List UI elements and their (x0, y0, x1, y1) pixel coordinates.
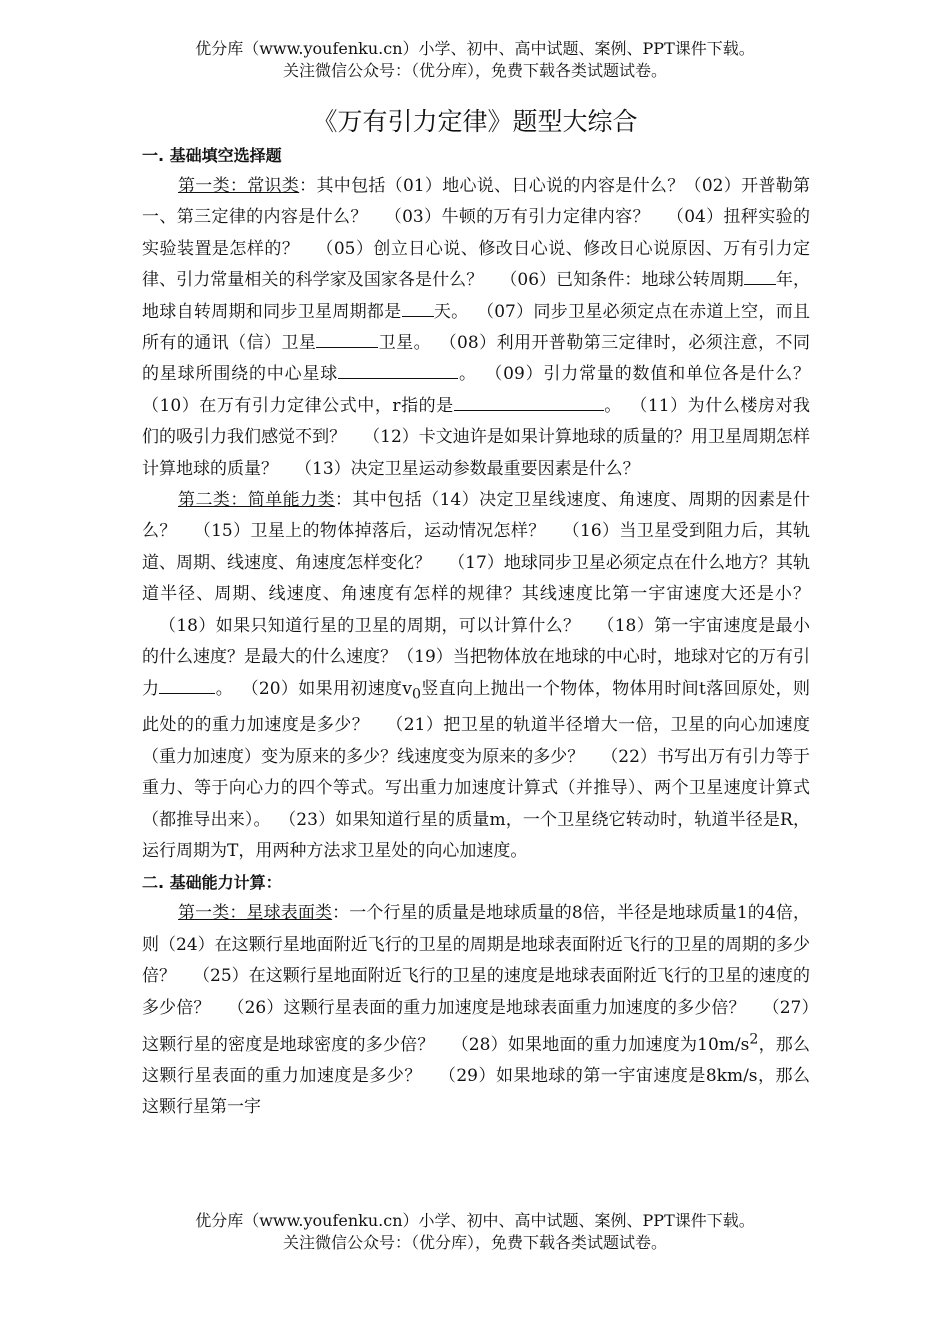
question-03: （03）牛顿的万有引力定律内容？ (384, 207, 650, 228)
question-29: （29）如果地球的第一宇宙速度是8km/s，那么这颗行星第一宇 (142, 1066, 811, 1118)
superscript: 2 (749, 1030, 759, 1047)
question-06: （06）已知条件：地球公转周期 年，地球自转周期和同步卫星周期都是 天。 (142, 270, 810, 321)
question-24: ：一个行星的质量是地球质量的8倍，半径是地球质量1的4倍，则（24）在这颗行星地面附近飞行的卫星的周期是地球表面附近飞行的卫星的周期的多少倍？ (142, 903, 810, 987)
section-1-category-1-paragraph (142, 171, 810, 485)
question-11: （11）为什么楼房对我们的吸引力我们感觉不到？ (142, 395, 811, 448)
category-label: 第二类：简单能力类 (178, 490, 335, 511)
page-footer (0, 1210, 950, 1254)
footer-line-1: 优分库（www.youfenku.cn）小学、初中、高中试题、案例、PPT课件下载。 (195, 1211, 755, 1230)
question-26: （26）这颗行星表面的重力加速度是地球表面重力加速度的多少倍？ (227, 997, 746, 1018)
question-15: （15）卫星上的物体掉落后，运动情况怎样？ (193, 521, 546, 542)
answer-blank (159, 675, 215, 694)
header-line-2: 关注微信公众号：（优分库），免费下载各类试题试卷。 (282, 61, 667, 80)
answer-blank (454, 392, 604, 411)
question-04: （04）扭秤实验的实验装置是怎样的？ (142, 207, 811, 259)
question-13: （13）决定卫星运动参数最重要因素是什么？ (295, 458, 640, 479)
question-01: ：其中包括（01）地心说、日心说的内容是什么？ (299, 176, 685, 196)
question-23: （23）如果知道行星的质量m，一个卫星绕它转动时，轨道半径是R，运行周期为T，用两种方法求卫星处的向心加速度。 (142, 809, 810, 861)
header-line-1: 优分库（www.youfenku.cn）小学、初中、高中试题、案例、PPT课件下载。 (195, 39, 755, 58)
section-2-category-1-paragraph (142, 898, 810, 1124)
question-16: （16）当卫星受到阻力后，其轨道、周期、线速度、角速度怎样变化？ (142, 521, 810, 573)
question-18b: （18）第一宇宙速度是最小的什么速度？是最大的什么速度？ (142, 615, 810, 668)
answer-blank (338, 360, 458, 379)
subscript: 0 (412, 685, 422, 702)
question-22: （22）书写出万有引力等于重力、等于向心力的四个等式。写出重力加速度计算式（并推导）、两个卫星速度计算式（都推导出来）。 (142, 746, 811, 830)
question-07: （07）同步卫星必须定点在赤道上空，而且所有的通讯（信）卫星 卫星。 (142, 301, 810, 354)
question-21: （21）把卫星的轨道半径增大一倍，卫星的向心加速度（重力加速度）变为原来的多少？线速度变为原来的多少？ (142, 715, 811, 767)
question-08: （08）利用开普勒第三定律时，必须注意，不同的星球所围绕的中心星球 。 (142, 333, 810, 385)
question-28: （28）如果地面的重力加速度为$10m/s^2$，那么这颗行星表面的重力加速度是多少？ (142, 1030, 811, 1087)
section-1-title: 一. 基础填空选择题 (142, 146, 282, 165)
category-label: 第一类：星球表面类 (178, 903, 333, 924)
answer-blank (744, 266, 776, 285)
document-title: 《万有引力定律》题型大综合 (312, 107, 638, 136)
question-12: （12）卡文迪许是如果计算地球的质量的？用卫星周期怎样计算地球的质量？ (142, 427, 810, 479)
document-body (142, 140, 810, 1124)
question-18a: （18）如果只知道行星的卫星的周期，可以计算什么？ (159, 615, 581, 636)
question-09: （09）引力常量的数值和单位各是什么？ (493, 364, 811, 385)
section-2-title: 二. 基础能力计算： (142, 873, 282, 893)
question-27: （27）这颗行星的密度是地球密度的多少倍？ (142, 997, 810, 1055)
question-20: （20）如果用初速度$v_0$竖直向上抛出一个物体，物体用时间t落回原处，则此处的的重力加速度是多少？ (142, 678, 810, 736)
question-14: ：其中包括（14）决定卫星线速度、角速度、周期的因素是什么？ (142, 490, 810, 542)
footer-line-2: 关注微信公众号：（优分库），免费下载各类试题试卷。 (282, 1233, 667, 1252)
answer-blank (402, 298, 434, 317)
page-header (0, 38, 950, 82)
section-1-category-2-paragraph (142, 485, 810, 867)
answer-blank (316, 329, 378, 348)
question-02: （02）开普勒第一、第三定律的内容是什么？ (142, 176, 811, 228)
question-17: （17）地球同步卫星必须定点在什么地方？其轨道半径、周期、线速度、角速度有怎样的规律？其线速度比第一宇宙速度大还是小？ (142, 552, 810, 605)
question-19: （19）当把物体放在地球的中心时，地球对它的万有引力 。 (142, 647, 811, 699)
question-10: （10）在万有引力定律公式中，r指的是 。 (142, 396, 622, 416)
question-05: （05）创立日心说、修改日心说、修改日心说原因、万有引力定律、引力常量相关的科学家及国家各是什么？ (142, 238, 810, 291)
question-25: （25）在这颗行星地面附近飞行的卫星的速度是地球表面附近飞行的卫星的速度的多少倍？ (142, 966, 811, 1018)
category-label: 第一类：常识类 (178, 176, 300, 196)
